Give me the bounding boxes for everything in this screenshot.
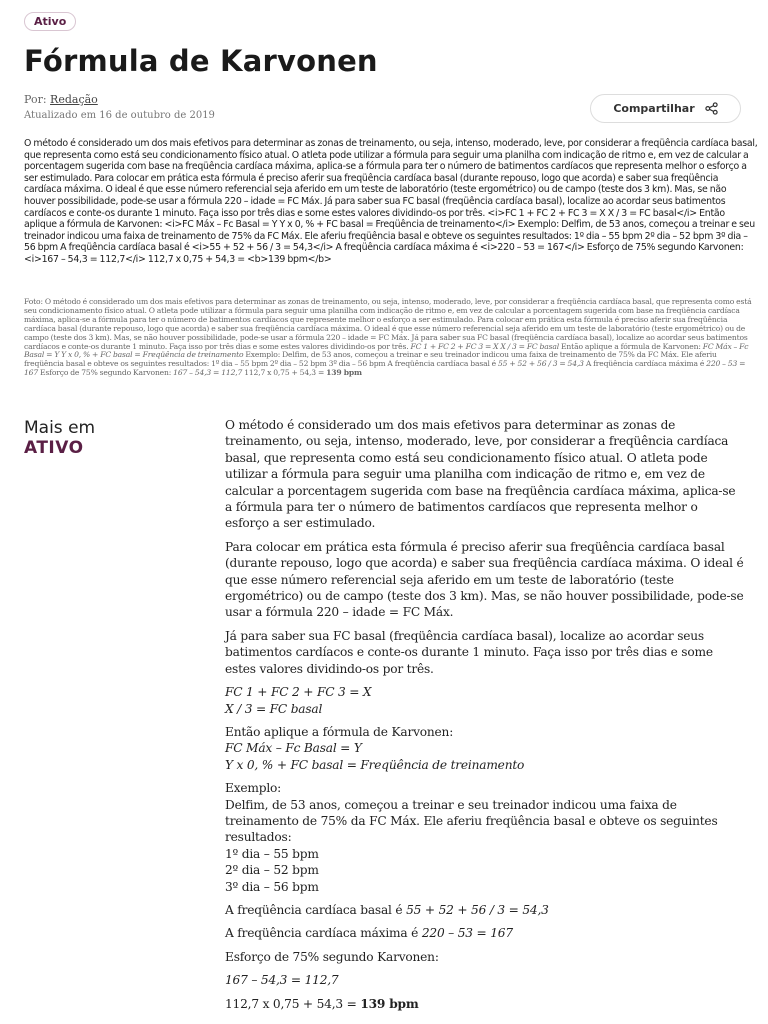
publish-date: Atualizado em 16 de outubro de 2019 [24,110,215,121]
example-block: Exemplo: Delfim, de 53 anos, começou a treinar e seu treinador indicou uma faixa de treinamento de 75% da FC Máx. Ele aferiu freqüência basal e obteve os seguintes resultados: 1º dia – 55 bpm 2º dia – 52 bpm 3º dia – 56 bpm [225,781,718,894]
share-label: Compartilhar [613,102,695,115]
photo-caption: Foto: O método é considerado um dos mais efetivos para determinar as zonas de treinamento, ou seja, intenso, moderado, leve, por considerar a freqüência cardíaca basal, que representa como está seu condicionamento físico atual. O atleta pode utilizar a fórmula para seguir uma planilha com indicação de ritmo e, em vez de calcular a porcentagem sugerida com base na freqüência cardíaca máxima, aplica-se a fórmula para ter o número de batimentos cardíacos que represente melhor o esforço a ser estimulado. Para colocar em prática esta fórmula é preciso aferir sua freqüência cardíaca basal (durante repouso, logo que acorda) e saber sua freqüência cardíaca máxima. O ideal é que esse número referencial seja aferido em um teste de laboratório (teste ergométrico) ou de campo (teste dos 3 km). Mas, se não houver possibilidade, pode-se usar a fórmula 220 – idade = FC Máx. Já para saber sua FC basal (freqüência cardíaca basal), localize ao acordar seus batimentos cardíacos e conte-os durante 1 minuto. Faça isso por três dias e some estes valores dividindo-os por três. FC 1 + FC 2 + FC 3 = X X / 3 = FC basal Então aplique a fórmula de Karvonen: FC Máx – Fc Basal = Y Y x 0, % + FC basal = Freqüência de treinamento Exemplo: Delfim, de 53 anos, começou a treinar e seu treinador indicou uma faixa de treinamento de 75% da FC Máx. Ele aferiu freqüência basal e obteve os seguintes resultados: 1º dia – 55 bpm 2º dia – 52 bpm 3º dia – 56 bpm A freqüência cardíaca basal é 55 + 52 + 56 / 3 = 54,3 A freqüência cardíaca máxima é 220 – 53 = 167 Esforço de 75% segundo Karvonen: 167 – 54,3 = 112,7 112,7 x 0,75 + 54,3 = 139 bpm [24,297,752,378]
formula-block: FC 1 + FC 2 + FC 3 = X X / 3 = FC basal [225,685,372,716]
effort-formula: 167 – 54,3 = 112,7 [225,973,339,988]
more-in-text: Mais em [24,418,96,438]
byline-prefix: Por: [24,93,47,106]
byline [24,93,98,106]
article-body [225,417,745,1019]
article-paragraph: O método é considerado um dos mais efetivos para determinar as zonas de treinamento, ou seja, intenso, moderado, leve, por considerar a freqüência cardíaca basal, que representa como está seu condicionamento físico atual. O atleta pode utilizar a fórmula para seguir uma planilha com indicação de ritmo e, em vez de calcular a porcentagem sugerida com base na freqüência cardíaca máxima, aplica-se a fórmula para ter o número de batimentos cardíacos que representa melhor o esforço a ser estimulado. [225,418,736,531]
max-result: A freqüência cardíaca máxima é 220 – 53 = 167 [225,926,513,941]
basal-result: A freqüência cardíaca basal é 55 + 52 + 56 / 3 = 54,3 [225,902,549,917]
page-title: Fórmula de Karvonen [24,44,378,78]
final-result: 112,7 x 0,75 + 54,3 = 139 bpm [225,996,419,1011]
share-button[interactable] [590,94,741,123]
article-paragraph: Para colocar em prática esta fórmula é preciso aferir sua freqüência cardíaca basal (durante repouso, logo que acorda) e saber sua freqüência cardíaca máxima. O ideal é que esse número referencial seja aferido em um teste de laboratório (teste ergométrico) ou de campo (teste dos 3 km). Mas, se não houver possibilidade, pode-se usar a fórmula 220 – idade = FC Máx. [225,539,744,620]
article-paragraph: Já para saber sua FC basal (freqüência cardíaca basal), localize ao acordar seus batimentos cardíacos e conte-os durante 1 minuto. Faça isso por três dias e some estes valores dividindo-os por três. [225,628,713,676]
section-brand-link[interactable]: ATIVO [24,438,84,458]
author-link[interactable]: Redação [50,93,98,106]
lead-paragraph: O método é considerado um dos mais efetivos para determinar as zonas de treinamento, ou seja, intenso, moderado, leve, por considerar a freqüência cardíaca basal, que representa como está seu condicionamento físico atual. O atleta pode utilizar a fórmula para seguir uma planilha com indicação de ritmo e, em vez de calcular a porcentagem sugerida com base na freqüência cardíaca máxima, aplica-se a fórmula para ter o número de batimentos cardíacos que representa melhor o esforço a ser estimulado. Para colocar em prática esta fórmula é preciso aferir sua freqüência cardíaca basal (durante repouso, logo que acorda) e saber sua freqüência cardíaca máxima. O ideal é que esse número referencial seja aferido em um teste de laboratório (teste ergométrico) ou de campo (teste dos 3 km). Mas, se não houver possibilidade, pode-se usar a fórmula 220 – idade = FC Máx. Já para saber sua FC basal (freqüência cardíaca basal), localize ao acordar seus batimentos cardíacos e conte-os durante 1 minuto. Faça isso por três dias e some estes valores dividindo-os por três. <i>FC 1 + FC 2 + FC 3 = X X / 3 = FC basal</i> Então aplique a fórmula de Karvonen: <i>FC Máx – Fc Basal = Y Y x 0, % + FC basal = Freqüência de treinamento</i> Exemplo: Delfim, de 53 anos, começou a treinar e seu treinador indicou uma faixa de treinamento de 75% da FC Máx. Ele aferiu freqüência basal e obteve os seguintes resultados: 1º dia – 55 bpm 2º dia – 52 bpm 3º dia – 56 bpm A freqüência cardíaca basal é <i>55 + 52 + 56 / 3 = 54,3</i> A freqüência cardíaca máxima é <i>220 – 53 = 167</i> Esforço de 75% segundo Karvonen: <i>167 – 54,3 = 112,7</i> 112,7 x 0,75 + 54,3 = <b>139 bpm</b> [24,138,758,265]
effort-label: Esforço de 75% segundo Karvonen: [225,949,439,964]
more-in-section-label [24,418,95,458]
category-tag[interactable]: Ativo [24,12,76,31]
share-icon [705,102,718,115]
karvonen-block: Então aplique a fórmula de Karvonen: FC Máx – Fc Basal = Y Y x 0, % + FC basal = Freqüência de treinamento [225,724,525,772]
